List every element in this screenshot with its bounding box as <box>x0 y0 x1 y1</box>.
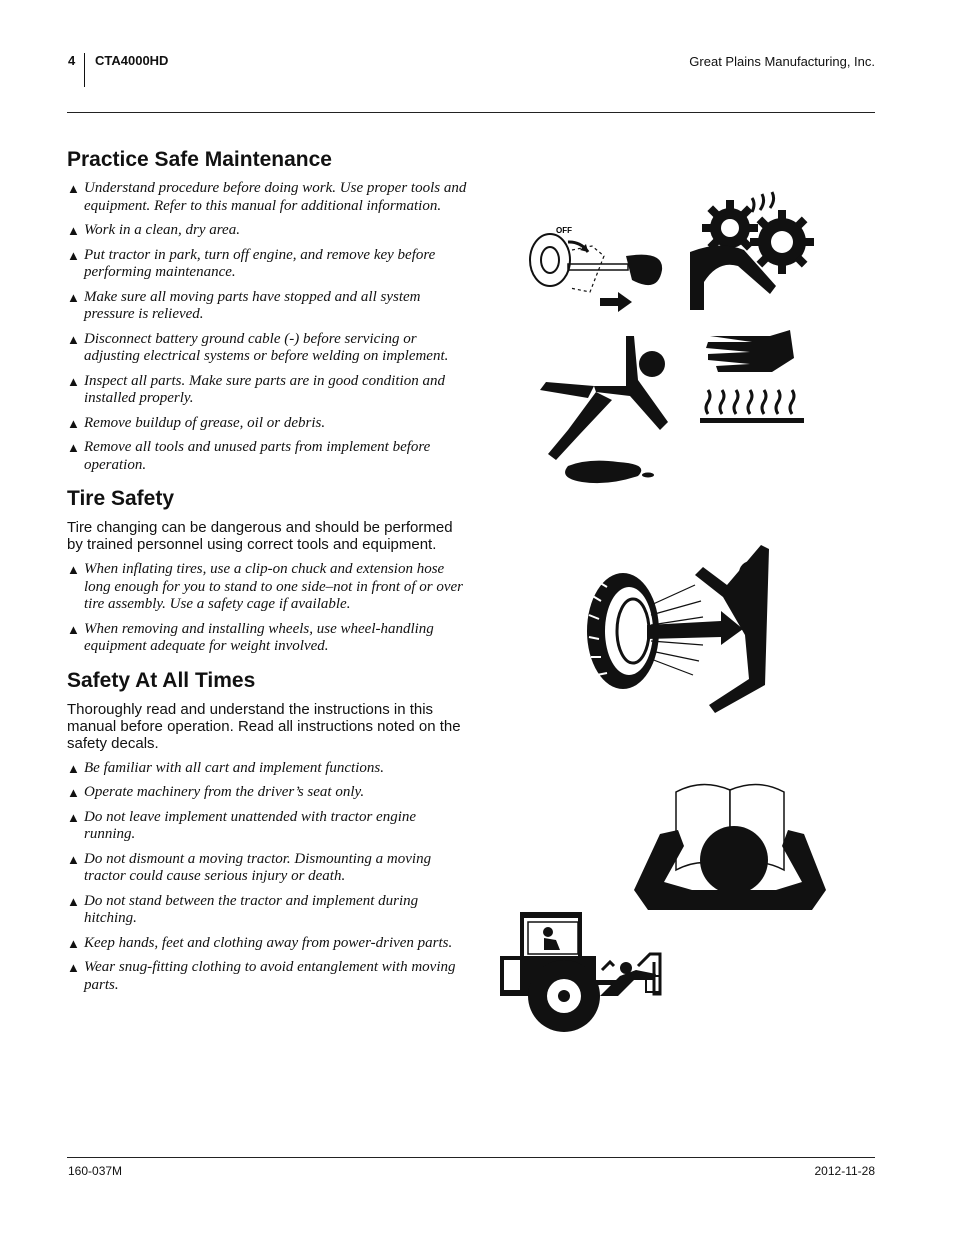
warning-triangle-icon: ▲ <box>67 935 80 951</box>
list-item: ▲ Inspect all parts. Make sure parts are in good condition and installed properly. <box>67 372 445 406</box>
warning-triangle-icon: ▲ <box>67 373 80 389</box>
section-title: Tire Safety <box>67 487 174 510</box>
list-item: ▲ Disconnect battery ground cable (-) before servicing or adjusting electrical systems or before welding on implement. <box>67 330 449 364</box>
gear-entanglement-icon <box>690 190 818 310</box>
remove-key-icon <box>528 222 668 312</box>
list-item: ▲ Understand procedure before doing work. Use proper tools and equipment. Refer to this manual for additional information. <box>67 180 467 214</box>
section-tire-safety <box>67 485 467 656</box>
list-item: ▲ Make sure all moving parts have stopped and all system pressure is relieved. <box>67 288 421 322</box>
warning-triangle-icon: ▲ <box>67 760 80 776</box>
section-title: Practice Safe Maintenance <box>67 148 332 171</box>
section-title: Safety At All Times <box>67 668 256 692</box>
warning-triangle-icon: ▲ <box>67 440 80 455</box>
section-intro: Thoroughly read and understand the instructions in this manual before operation. Read all instructions noted on the safety decals. <box>67 700 461 752</box>
revision-date: 2012-11-28 <box>814 1164 875 1178</box>
warning-triangle-icon: ▲ <box>67 562 80 577</box>
footer-rule <box>67 1157 875 1158</box>
warning-triangle-icon: ▲ <box>67 331 80 347</box>
list-item: ▲ Remove buildup of grease, oil or debris. <box>67 414 326 431</box>
main-content <box>67 146 467 1001</box>
warning-triangle-icon: ▲ <box>67 289 80 305</box>
header-divider <box>84 53 85 87</box>
list-item: ▲ Operate machinery from the driver’s seat only. <box>67 784 365 800</box>
warning-triangle-icon: ▲ <box>67 851 80 867</box>
bullet-list <box>67 760 467 995</box>
list-item: ▲ Put tractor in park, turn off engine, and remove key before performing maintenance. <box>67 246 436 280</box>
hot-surface-icon <box>700 330 806 426</box>
warning-triangle-icon: ▲ <box>67 893 80 909</box>
company-name: Great Plains Manufacturing, Inc. <box>689 54 875 69</box>
off-label: OFF <box>556 226 572 235</box>
list-item: ▲ Work in a clean, dry area. <box>67 222 240 238</box>
tire-explosion-icon <box>585 545 775 715</box>
model-name: CTA4000HD <box>95 53 169 68</box>
document-number: 160-037M <box>68 1164 123 1178</box>
warning-triangle-icon: ▲ <box>67 181 80 196</box>
page-number: 4 <box>68 53 76 68</box>
bullet-list <box>67 561 467 656</box>
list-item: ▲ Remove all tools and unused parts from implement before operation. <box>67 439 431 473</box>
tractor-crush-hazard-icon <box>500 910 665 1035</box>
slip-hazard-icon <box>538 330 673 490</box>
warning-triangle-icon: ▲ <box>67 960 80 975</box>
list-item: ▲ When inflating tires, use a clip-on chuck and extension hose long enough for you to stand to one side–not in front of or over tire assembly. Use a safety cage if available. <box>67 561 464 612</box>
warning-triangle-icon: ▲ <box>67 785 80 800</box>
warning-triangle-icon: ▲ <box>67 415 80 431</box>
section-intro: Tire changing can be dangerous and should be performed by trained personnel using correct tools and equipment. <box>67 519 453 553</box>
list-item: ▲ When removing and installing wheels, use wheel-handling equipment adequate for weight involved. <box>67 620 434 654</box>
section-safe-maintenance <box>67 146 467 474</box>
warning-triangle-icon: ▲ <box>67 223 80 238</box>
warning-triangle-icon: ▲ <box>67 247 80 263</box>
warning-triangle-icon: ▲ <box>67 809 80 825</box>
list-item: ▲ Keep hands, feet and clothing away from power-driven parts. <box>67 934 453 951</box>
list-item: ▲ Be familiar with all cart and implement functions. <box>67 759 384 776</box>
list-item: ▲ Do not dismount a moving tractor. Dismounting a moving tractor could cause serious injury or death. <box>67 850 432 884</box>
list-item: ▲ Do not leave implement unattended with tractor engine running. <box>67 808 417 842</box>
header-rule <box>67 112 875 113</box>
list-item: ▲ Wear snug-fitting clothing to avoid entanglement with moving parts. <box>67 959 456 993</box>
warning-triangle-icon: ▲ <box>67 621 80 637</box>
list-item: ▲ Do not stand between the tractor and implement during hitching. <box>67 892 419 926</box>
bullet-list <box>67 180 467 474</box>
section-safety-at-all-times <box>67 667 467 995</box>
read-manual-icon <box>632 772 828 912</box>
